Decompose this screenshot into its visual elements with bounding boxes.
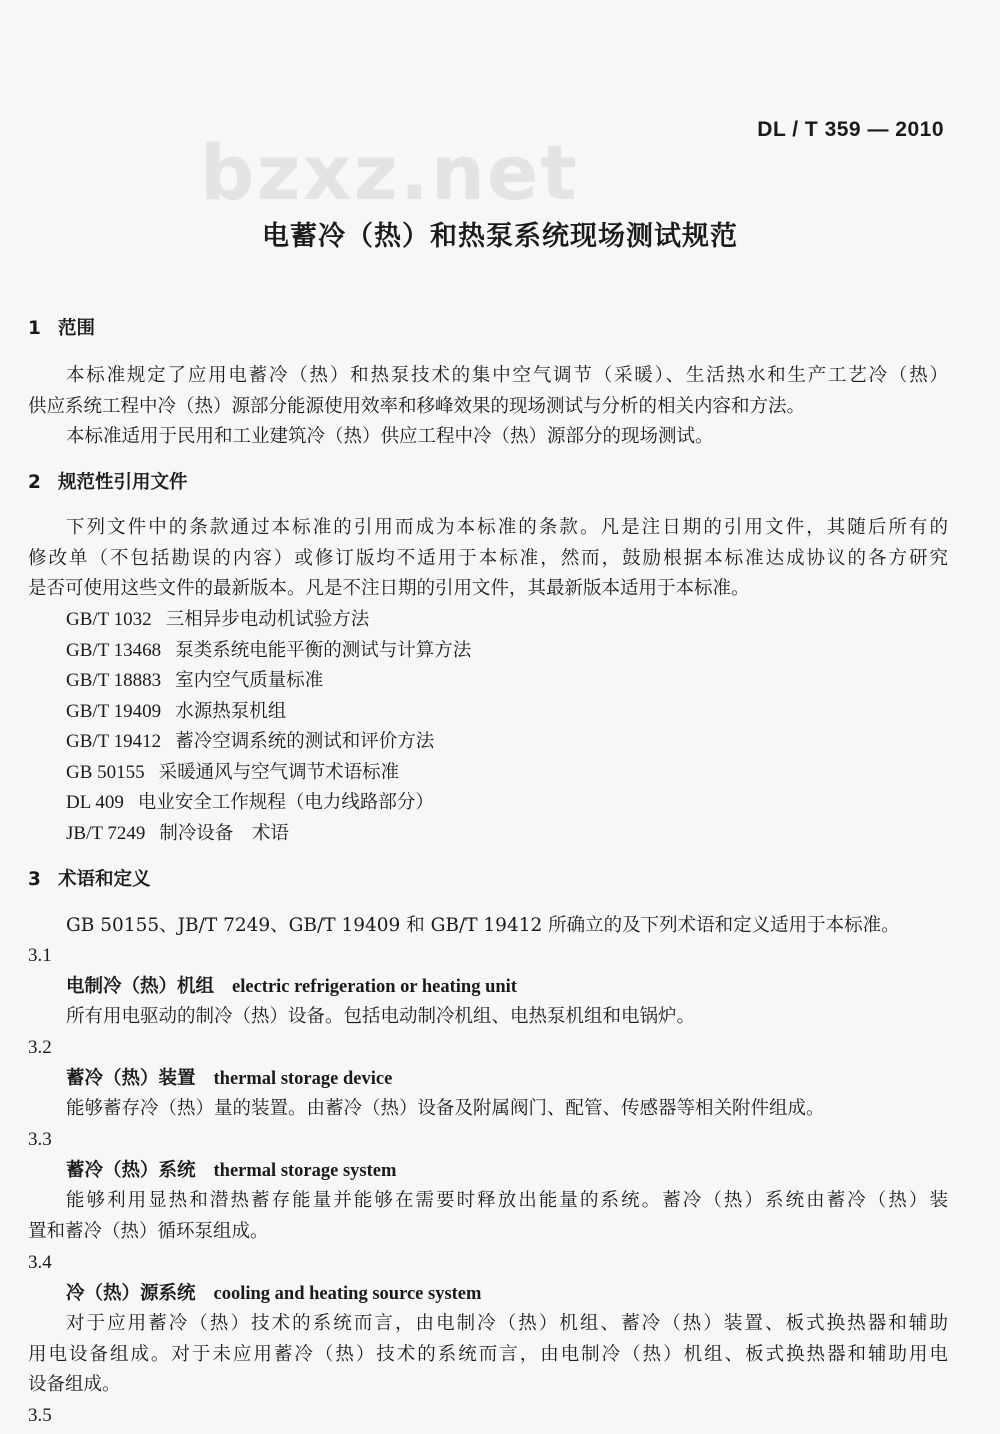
reference-item — [66, 758, 948, 788]
reference-code: GB/T 13468 — [66, 640, 162, 661]
paragraph-line: 本标准规定了应用电蓄冷（热）和热泵技术的集中空气调节（采暖）、生活热水和生产工艺冷（热） — [66, 365, 948, 386]
clause-number: 3.3 — [28, 1129, 52, 1150]
section-number: 1 — [28, 318, 41, 339]
section-title: 范围 — [58, 318, 96, 339]
term-chinese: 冷（热）源系统 — [66, 1283, 196, 1304]
reference-code: GB/T 19409 — [66, 701, 162, 722]
paragraph-line: 下列文件中的条款通过本标准的引用而成为本标准的条款。凡是注日期的引用文件，其随后所有的 — [66, 517, 948, 538]
section-2-heading — [28, 468, 948, 498]
paragraph-line: 修改单（不包括勘误的内容）或修订版均不适用于本标准，然而，鼓励根据本标准达成协议的各方研究 — [28, 548, 948, 569]
term-heading — [66, 1279, 948, 1309]
reference-title: 三相异步电动机试验方法 — [165, 609, 370, 630]
reference-item — [66, 727, 948, 757]
term-english: thermal storage system — [213, 1161, 397, 1181]
reference-title: 水源热泵机组 — [175, 701, 287, 722]
term-heading — [66, 1064, 948, 1094]
reference-item — [66, 636, 948, 666]
standard-number: DL / T 359 — 2010 — [757, 118, 944, 141]
reference-item — [66, 819, 948, 849]
term-heading — [66, 1156, 948, 1186]
watermark: bzxz.net — [200, 128, 579, 217]
section-number: 2 — [28, 472, 41, 493]
document-title: 电蓄冷（热）和热泵系统现场测试规范 — [262, 221, 738, 252]
term-chinese: 蓄冷（热）装置 — [66, 1068, 196, 1089]
reference-item — [66, 697, 948, 727]
reference-item — [66, 666, 948, 696]
term-english: electric refrigeration or heating unit — [232, 977, 517, 997]
term-chinese: 蓄冷（热）系统 — [66, 1160, 196, 1181]
reference-title: 电业安全工作规程（电力线路部分） — [137, 792, 434, 813]
definition-line: 设备组成。 — [28, 1374, 121, 1395]
section-3-heading — [28, 865, 948, 895]
term-heading — [66, 972, 948, 1002]
reference-code: JB/T 7249 — [66, 823, 146, 844]
reference-title: 制冷设备 术语 — [159, 823, 289, 844]
clause-number: 3.2 — [28, 1037, 52, 1058]
definition-line: 能够利用显热和潜热蓄存能量并能够在需要时释放出能量的系统。蓄冷（热）系统由蓄冷（热）装 — [66, 1190, 948, 1211]
reference-title: 采暖通风与空气调节术语标准 — [158, 762, 400, 783]
definition-line: 用电设备组成。对于未应用蓄冷（热）技术的系统而言，由电制冷（热）机组、板式换热器和辅助用电 — [28, 1344, 948, 1365]
term-english: thermal storage device — [213, 1069, 393, 1089]
reference-code: GB/T 19412 — [66, 731, 162, 752]
reference-title: 蓄冷空调系统的测试和评价方法 — [175, 731, 435, 752]
reference-item — [66, 605, 948, 635]
term-english: cooling and heating source system — [213, 1284, 482, 1304]
definition-line: 能够蓄存冷（热）量的装置。由蓄冷（热）设备及附属阀门、配管、传感器等相关附件组成。 — [66, 1098, 825, 1119]
paragraph-line: 供应系统工程中冷（热）源部分能源使用效率和移峰效果的现场测试与分析的相关内容和方法。 — [28, 396, 806, 417]
clause-number: 3.1 — [28, 945, 52, 966]
clause-number: 3.5 — [28, 1405, 52, 1426]
reference-title: 泵类系统电能平衡的测试与计算方法 — [175, 640, 472, 661]
reference-title: 室内空气质量标准 — [175, 670, 324, 691]
paragraph-line: 本标准适用于民用和工业建筑冷（热）供应工程中冷（热）源部分的现场测试。 — [66, 426, 714, 447]
reference-code: GB/T 1032 — [66, 609, 152, 630]
section-1-heading — [28, 314, 948, 344]
paragraph-line: 是否可使用这些文件的最新版本。凡是不注日期的引用文件，其最新版本适用于本标准。 — [28, 578, 750, 599]
paragraph-line: GB 50155、JB/T 7249、GB/T 19409 和 GB/T 19412 所确立的及下列术语和定义适用于本标准。 — [66, 915, 900, 936]
definition-line: 置和蓄冷（热）循环泵组成。 — [28, 1221, 269, 1242]
section-number: 3 — [28, 869, 41, 890]
section-title: 术语和定义 — [58, 869, 151, 890]
clause-number: 3.4 — [28, 1252, 52, 1273]
reference-code: DL 409 — [66, 792, 124, 813]
reference-code: GB/T 18883 — [66, 670, 162, 691]
term-chinese: 电制冷（热）机组 — [66, 976, 215, 997]
section-title: 规范性引用文件 — [58, 472, 188, 493]
reference-code: GB 50155 — [66, 762, 145, 783]
definition-line: 对于应用蓄冷（热）技术的系统而言，由电制冷（热）机组、蓄冷（热）装置、板式换热器和辅助 — [66, 1313, 948, 1334]
reference-item — [66, 788, 948, 818]
definition-line: 所有用电驱动的制冷（热）设备。包括电动制冷机组、电热泵机组和电锅炉。 — [66, 1006, 696, 1027]
